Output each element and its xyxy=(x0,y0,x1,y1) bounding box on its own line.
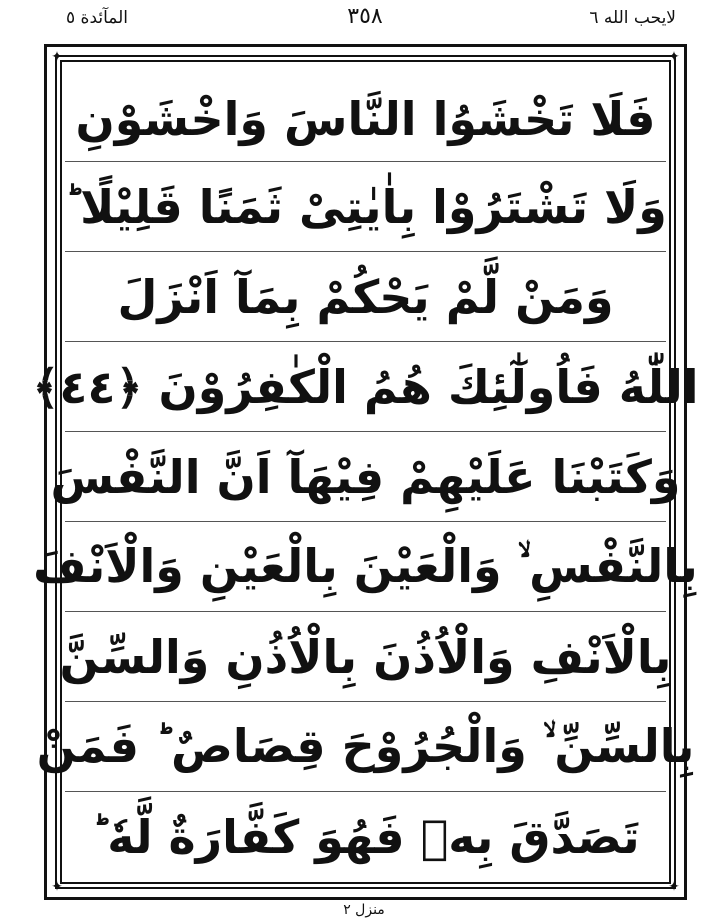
line-separator xyxy=(65,251,666,252)
line-separator xyxy=(65,161,666,162)
manzil-footer: منزل ٢ xyxy=(343,902,385,918)
page-number: ٣٥٨ xyxy=(347,4,383,29)
line-separator xyxy=(65,341,666,342)
corner-ornament-icon: ✦ xyxy=(51,879,63,895)
line-separator xyxy=(65,701,666,702)
verse-lines xyxy=(32,65,699,879)
line-separator xyxy=(65,521,666,522)
corner-ornament-icon: ✦ xyxy=(51,49,63,65)
corner-ornament-icon: ✦ xyxy=(668,879,680,895)
page-header xyxy=(0,0,728,44)
verse-line-8: بِالسِّنِّ ۙ وَالْجُرُوْحَ قِصَاصٌ ؕ فَمَنْ xyxy=(36,719,695,773)
verse-line-9: تَصَدَّقَ بِهٖ فَهُوَ كَفَّارَةٌ لَّهٗ ؕ xyxy=(91,810,640,864)
verse-line-4: اللّٰهُ فَاُولٰٓئِكَ هُمُ الْكٰفِرُوْنَ ﴿٤٤﴾ xyxy=(32,360,699,414)
verse-line-6: بِالنَّفْسِ ۙ وَالْعَيْنَ بِالْعَيْنِ وَالْاَنْفَ xyxy=(33,539,698,593)
surah-name: المآئدة ٥ xyxy=(66,8,129,28)
juz-name: لايحب الله ٦ xyxy=(589,8,676,28)
line-separator xyxy=(65,611,666,612)
verse-line-1: فَلَا تَخْشَوُا النَّاسَ وَاخْشَوْنِ xyxy=(75,92,656,146)
corner-ornament-icon: ✦ xyxy=(668,49,680,65)
verse-line-2: وَلَا تَشْتَرُوْا بِاٰيٰتِیْ ثَمَنًا قَلِيْلًا ؕ xyxy=(64,180,667,234)
verse-line-5: وَكَتَبْنَا عَلَيْهِمْ فِيْهَآ اَنَّ النَّفْسَ xyxy=(50,450,681,504)
verse-line-7: بِالْاَنْفِ وَالْاُذُنَ بِالْاُذُنِ وَالسِّنَّ xyxy=(59,630,672,684)
line-separator xyxy=(65,791,666,792)
page-border-frame xyxy=(32,44,699,900)
verse-line-3: وَمَنْ لَّمْ يَحْكُمْ بِمَآ اَنْزَلَ xyxy=(117,270,614,324)
line-separator xyxy=(65,431,666,432)
